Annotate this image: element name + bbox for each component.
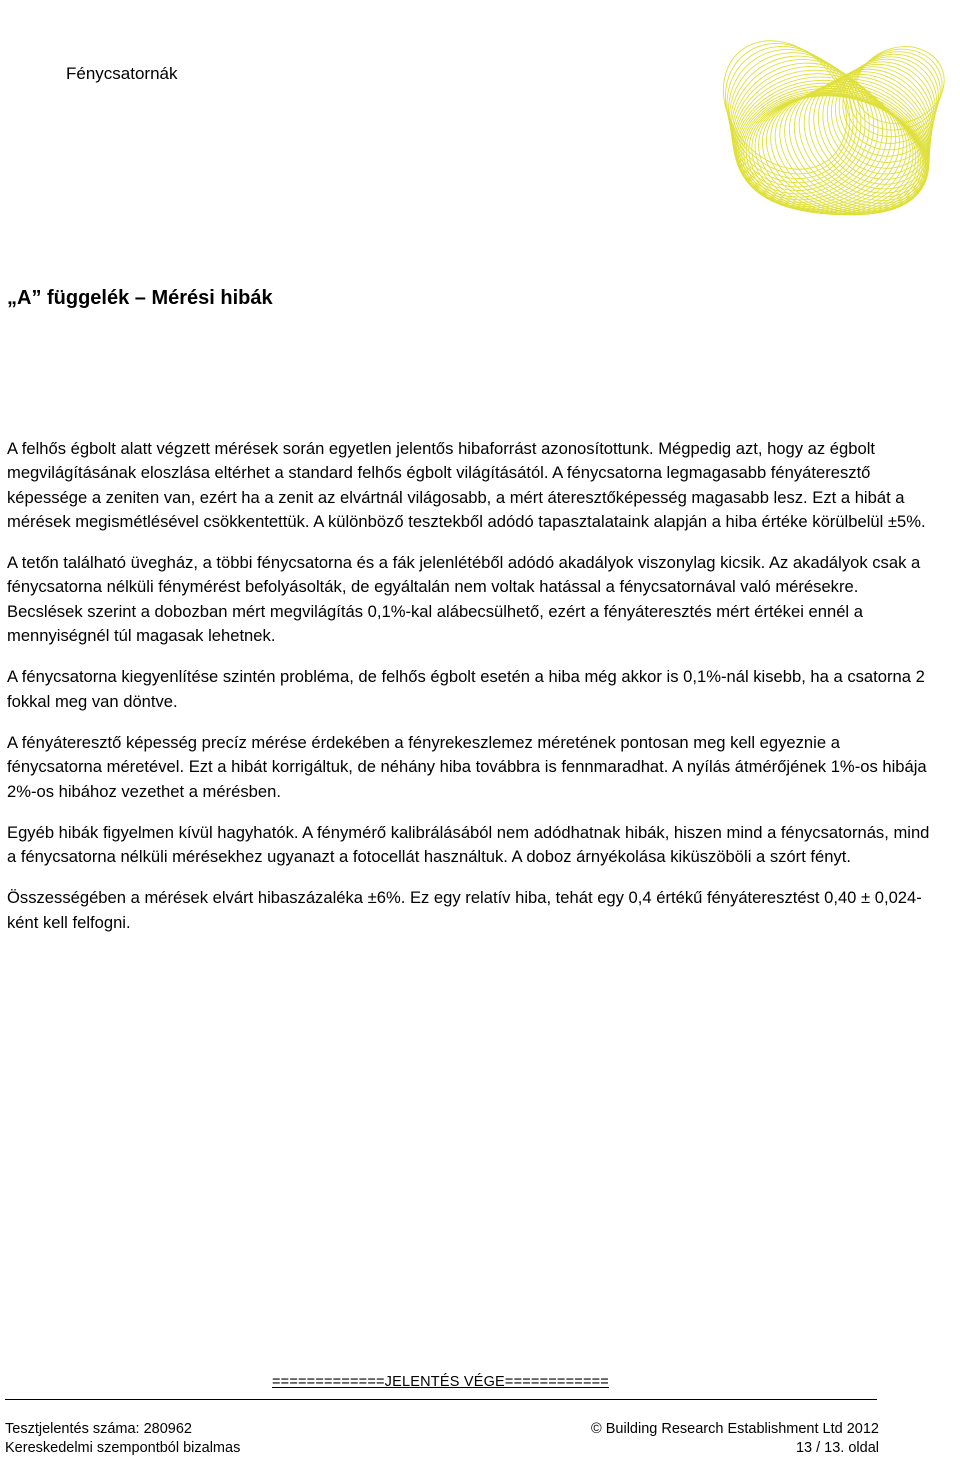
report-number: Tesztjelentés száma: 280962 — [5, 1421, 192, 1437]
report-end-marker: =============JELENTÉS VÉGE============ — [272, 1374, 609, 1390]
paragraph: A felhős égbolt alatt végzett mérések során egyetlen jelentős hibaforrást azonosítottunk. Mégpedig azt, hogy az égbolt megvilágításának eloszlása eltérhet a standard felhős égbolt világításától. A fénycsatorna legmagasabb fényáteresztő képessége a zeniten van, ezért ha a zenit az elvártnál világosabb, a mért áteresztőképesség magasabb lesz. Ezt a hibát a mérések megismétlésével csökkentettük. A különböző tesztekből adódó tapasztalataink alapján a hiba értéke körülbelül ±5%. — [7, 439, 926, 531]
paragraph: A tetőn található üvegház, a többi fénycsatorna és a fák jelenlétéből adódó akadályok viszonylag kicsik. Az akadályok csak a fénycsatorna nélküli fénymérést befolyásolták, de egyáltalán nem voltak hatással a fénycsatornával való mérésekre. Becslések szerint a dobozban mért megvilágítás 0,1%-kal alábecsülhető, ezért a fényáteresztés mért értékei ennél a mennyiségnél túl magasak lehetnek. — [7, 553, 921, 646]
body-text — [7, 437, 937, 952]
logo-ring — [781, 55, 953, 222]
spiral-ribbon-logo-icon — [715, 0, 960, 275]
paragraph: Egyéb hibák figyelmen kívül hagyhatók. A fénymérő kalibrálásából nem adódhatnak hibák, hiszen mind a fénycsatornás, mind a fénycsatorna nélküli mérésekhez ugyanazt a fotocellát használtuk. A doboz árnyékolása kiküszöböli a szórt fényt. — [7, 822, 930, 867]
footer-right — [591, 1420, 879, 1458]
paragraph: Összességében a mérések elvárt hibaszázaléka ±6%. Ez egy relatív hiba, tehát egy 0,4 értékű fényáteresztést 0,40 ± 0,024-ként kell felfogni. — [7, 888, 922, 932]
footer-divider — [5, 1399, 877, 1400]
page-number: 13 / 13. oldal — [795, 1440, 879, 1456]
confidentiality-note: Kereskedelmi szempontból bizalmas — [5, 1440, 241, 1456]
footer-left — [5, 1420, 240, 1458]
header-title: Fénycsatornák — [66, 64, 178, 83]
paragraph: A fénycsatorna kiegyenlítése szintén probléma, de felhős égbolt esetén a hiba még akkor is 0,1%-nál kisebb, ha a csatorna 2 fokkal meg van döntve. — [7, 667, 925, 711]
logo-ring — [816, 43, 954, 182]
logo-ring — [715, 25, 882, 207]
appendix-title: „A” függelék – Mérési hibák — [7, 287, 273, 309]
paragraph: A fényáteresztő képesség precíz mérése érdekében a fényrekeszlemez méretének pontosan meg kell egyeznie a fénycsatorna méretével. Ezt a hibát korrigáltuk, de néhány hiba továbbra is fennmaradhat. A nyílás átmérőjének 1%-os hibája 2%-os hibához vezethet a mérésben. — [7, 732, 927, 801]
copyright-note: © Building Research Establishment Ltd 2012 — [591, 1421, 879, 1437]
